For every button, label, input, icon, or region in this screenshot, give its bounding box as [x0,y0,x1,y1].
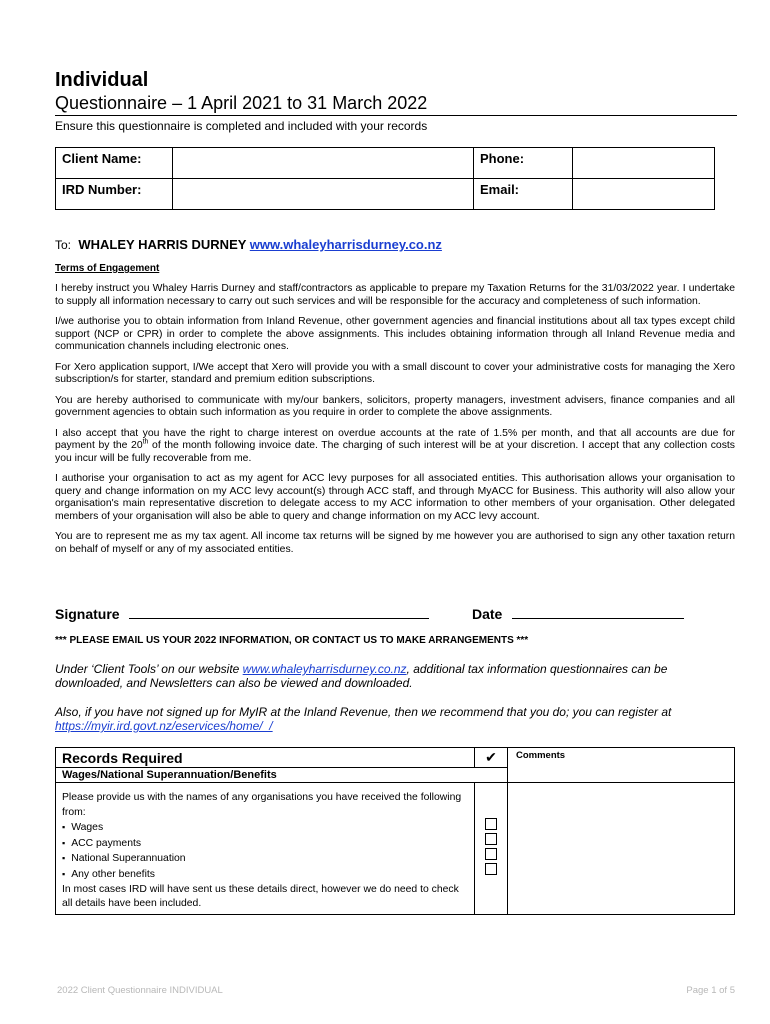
footer-page-number: Page 1 of 5 [686,985,735,996]
footer-document-name: 2022 Client Questionnaire INDIVIDUAL [57,985,223,996]
terms-paragraph-6: I authorise your organisation to act as my agent for ACC levy purposes for all associated entities. This authorisation allows your organisation to query and change information on my ACC levy account(s) through ACC staff, and through MyACC for Business. This authority will also allow your organisation's main representative discretion to delegate access to my ACC information to other members of your organisation. Other delegated members of your organisation will also be able to query and change information on my ACC levy account. [55,473,735,522]
comments-field[interactable] [508,783,735,915]
email-field[interactable] [573,179,715,210]
signature-line[interactable] [129,618,429,619]
client-tools-note: Under ‘Client Tools’ on our website www.whaleyharrisdurney.co.nz, additional tax information questionnaires can be downloaded, and Newsletters can also be viewed and downloaded. [55,662,668,690]
terms-paragraph-5: I also accept that you have the right to charge interest on overdue accounts at the rate of 1.5% per month, and that all accounts are due for payment by the 20th of the month following invoice date. The charging of such interest will be at your discretion. I accept that any collection costs you incur will be fully recoverable from me. [55,427,735,464]
checkbox-wages[interactable] [485,818,497,830]
signature-row [55,606,735,626]
terms-paragraph-1: I hereby instruct you Whaley Harris Durney and staff/contractors as applicable to prepare my Taxation Returns for the 31/03/2022 year. I undertake to supply all information necessary to carry out such services and will be responsible for the accuracy and completeness of such information. [55,283,735,307]
checkbox-acc-payments[interactable] [485,833,497,845]
myir-link[interactable]: https://myir.ird.govt.nz/eservices/home/_/ [55,719,273,733]
wages-intro: Please provide us with the names of any organisations you have received the following from: [62,792,462,818]
firm-website-link[interactable]: www.whaleyharrisdurney.co.nz [249,237,442,252]
terms-heading: Terms of Engagement [55,263,160,274]
document-page [55,68,735,915]
client-name-label: Client Name: [56,148,173,179]
terms-paragraph-2: I/we authorise you to obtain information from Inland Revenue, other government agencies and financial institutions about all tax types except child support (NCP or CPR) in order to complete the above assignments. This includes obtaining information through all Inland Revenue media and communication channels including electronic ones. [55,316,735,352]
section-title-wages: Wages/National Superannuation/Benefits [56,768,508,783]
terms-paragraph-3: For Xero application support, I/We accept that Xero will provide you with a small discount to cover your administrative costs for managing the Xero subscription/s for starter, standard and premium edition subscriptions. [55,361,735,385]
addressee-line [55,237,735,253]
page-footer [57,985,735,996]
firm-name: WHALEY HARRIS DURNEY [78,237,247,252]
terms-paragraph-4: You are hereby authorised to communicate with my/our bankers, solicitors, property managers, investment advisers, finance companies and all government agencies to obtain such information as you require in order to complete the above assignments. [55,394,735,418]
tick-column-header [475,748,508,768]
client-name-field[interactable] [173,148,474,179]
wages-outro: In most cases IRD will have sent us these details direct, however we do need to check all details have been included. [62,883,459,910]
ird-number-field[interactable] [173,179,474,210]
checkbox-other-benefits[interactable] [485,863,497,875]
phone-field[interactable] [573,148,715,179]
list-item: ▪ Wages [62,820,468,836]
phone-label: Phone: [474,148,573,179]
date-line[interactable] [512,618,684,619]
ird-number-label: IRD Number: [56,179,173,210]
wages-section-body [56,783,475,915]
records-table [55,747,735,915]
email-label: Email: [474,179,573,210]
checkbox-national-superannuation[interactable] [485,848,497,860]
document-subtitle: Questionnaire – 1 April 2021 to 31 March 2022 [55,92,737,116]
records-heading: Records Required [56,748,475,768]
income-list [62,820,468,882]
comments-header: Comments [508,748,735,783]
myir-note: Also, if you have not signed up for MyIR at the Inland Revenue, then we recommend that you do; you can register at https://myir.ird.govt.nz/eservices/home/_/ [55,705,672,733]
email-instruction: *** PLEASE EMAIL US YOUR 2022 INFORMATION, OR CONTACT US TO MAKE ARRANGEMENTS *** [55,635,529,646]
document-title: Individual [55,69,149,91]
signature-label: Signature [55,606,120,622]
checkbox-column [475,783,508,915]
to-prefix: To: [55,238,72,252]
terms-paragraph-7: You are to represent me as my tax agent. All income tax returns will be signed by me however you are authorised to sign any other taxation return on behalf of myself or any of my associated entities. [55,531,735,555]
check-mark-icon: ✔ [485,749,497,765]
list-item: ▪ ACC payments [62,836,468,852]
list-item: ▪ National Superannuation [62,851,468,867]
client-tools-link[interactable]: www.whaleyharrisdurney.co.nz [242,662,407,676]
completion-note: Ensure this questionnaire is completed and included with your records [55,119,428,133]
date-label: Date [472,606,503,622]
list-item: ▪ Any other benefits [62,867,468,883]
client-details-table [55,147,715,210]
